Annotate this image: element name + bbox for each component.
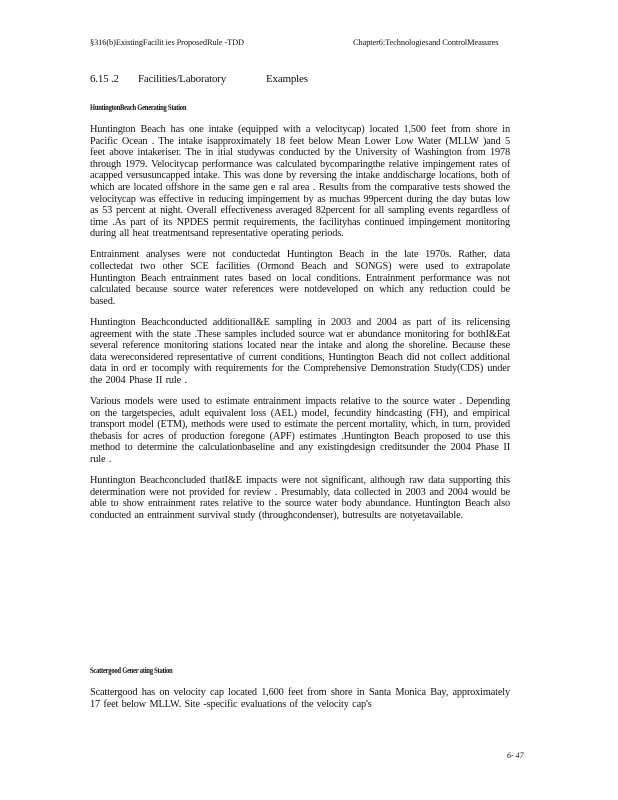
section-heading: [90, 73, 308, 85]
huntington-paragraph-5: Huntington Beachconcluded thatI&E impacts were not significant, although raw data supporting this determination were not provided for review . Presumably, data collected in 2003 and 2004 would be able to show entrainment rates relative to the source water body abundance. Huntington Beach also conducted an entrainment survival study (throughcondenser), butresults are notyetavailable.: [90, 475, 510, 521]
huntington-paragraph-4: Various models were used to estimate entrainment impacts relative to the source water . Depending on the targetspecies, adult equivalent loss (AEL) model, fecundity hindcasting (FH), and empirical transport model (ETM), methods were used to estimate the percent mortality, which, in turn, provided thebasis for acres of production foregone (APF) estimates .Huntington Beach proposed to use this method to determine the calculationbaseline and any existingdesign creditsunder the 2004 Phase II rule .: [90, 395, 510, 465]
page-number: 6- 47: [507, 751, 524, 760]
scattergood-body: [90, 687, 510, 720]
running-header-right: Chapter6:Technologiesand ControlMeasures: [353, 38, 499, 47]
section-number: 6.15 .2: [90, 73, 119, 85]
huntington-paragraph-1: Huntington Beach has one intake (equipped with a velocitycap) located 1,500 feet from shore in Pacific Ocean . The intake isapproximately 18 feet below Mean Lower Low Water (MLLW )and 5 feet above intakeriser. The in itial studywas conducted by the University of Washington from 1978 through 1979. Velocitycap performance was calculated bycomparingthe relative impingement rates of acapped versusuncapped intake. This was done by reversing the intake anddischarge locations, both of which are located offshore in the same gen e ral area . Results from the comparative tests showed the velocitycap was effective in reducing impingement by as muchas 99percent during the day butas low as 53 percent at night. Overall effectiveness averaged 82percent for all sampling events regardless of time .As part of its NPDES permit requirements, the facilityhas continued impingement monitoring during all heat treatmentsand representative operating periods.: [90, 124, 510, 240]
section-title: Facilities/Laboratory: [138, 73, 227, 85]
huntington-heading: HuntingtonBeach Generating Station: [90, 103, 187, 112]
scattergood-paragraph-1: Scattergood has on velocity cap located 1,600 feet from shore in Santa Monica Bay, approximately 17 feet below MLLW. Site -specific evaluations of the velocity cap's: [90, 687, 510, 710]
huntington-paragraph-2: Entrainment analyses were not conductedat Huntington Beach in the late 1970s. Rather, data collectedat two other SCE facilities (Ormond Beach and SONGS) were used to extrapolate Huntington Beach entrainment rates based on local conditions. Entrainment performance was not calculated because source water references were notdeveloped on which any reduction could be based.: [90, 249, 510, 307]
section-examples: Examples: [266, 73, 308, 85]
huntington-paragraph-3: Huntington Beachconducted additionalI&E sampling in 2003 and 2004 as part of its relicensing agreement with the state .These samples included source wat er abundance monitoring for bothI&Eat several reference monitoring stations located near the intake and along the shoreline. Because these data wereconsidered representative of current conditions, Huntington Beach did not collect additional data in ord er tocomply with requirements for the Comprehensive Demonstration Study(CDS) under the 2004 Phase II rule .: [90, 316, 510, 386]
scattergood-heading: Scattergood Gener ating Station: [90, 666, 173, 675]
huntington-body: [90, 124, 510, 531]
running-header-left: §316(b)ExistingFacilit ies ProposedRule -TDD: [90, 38, 245, 47]
